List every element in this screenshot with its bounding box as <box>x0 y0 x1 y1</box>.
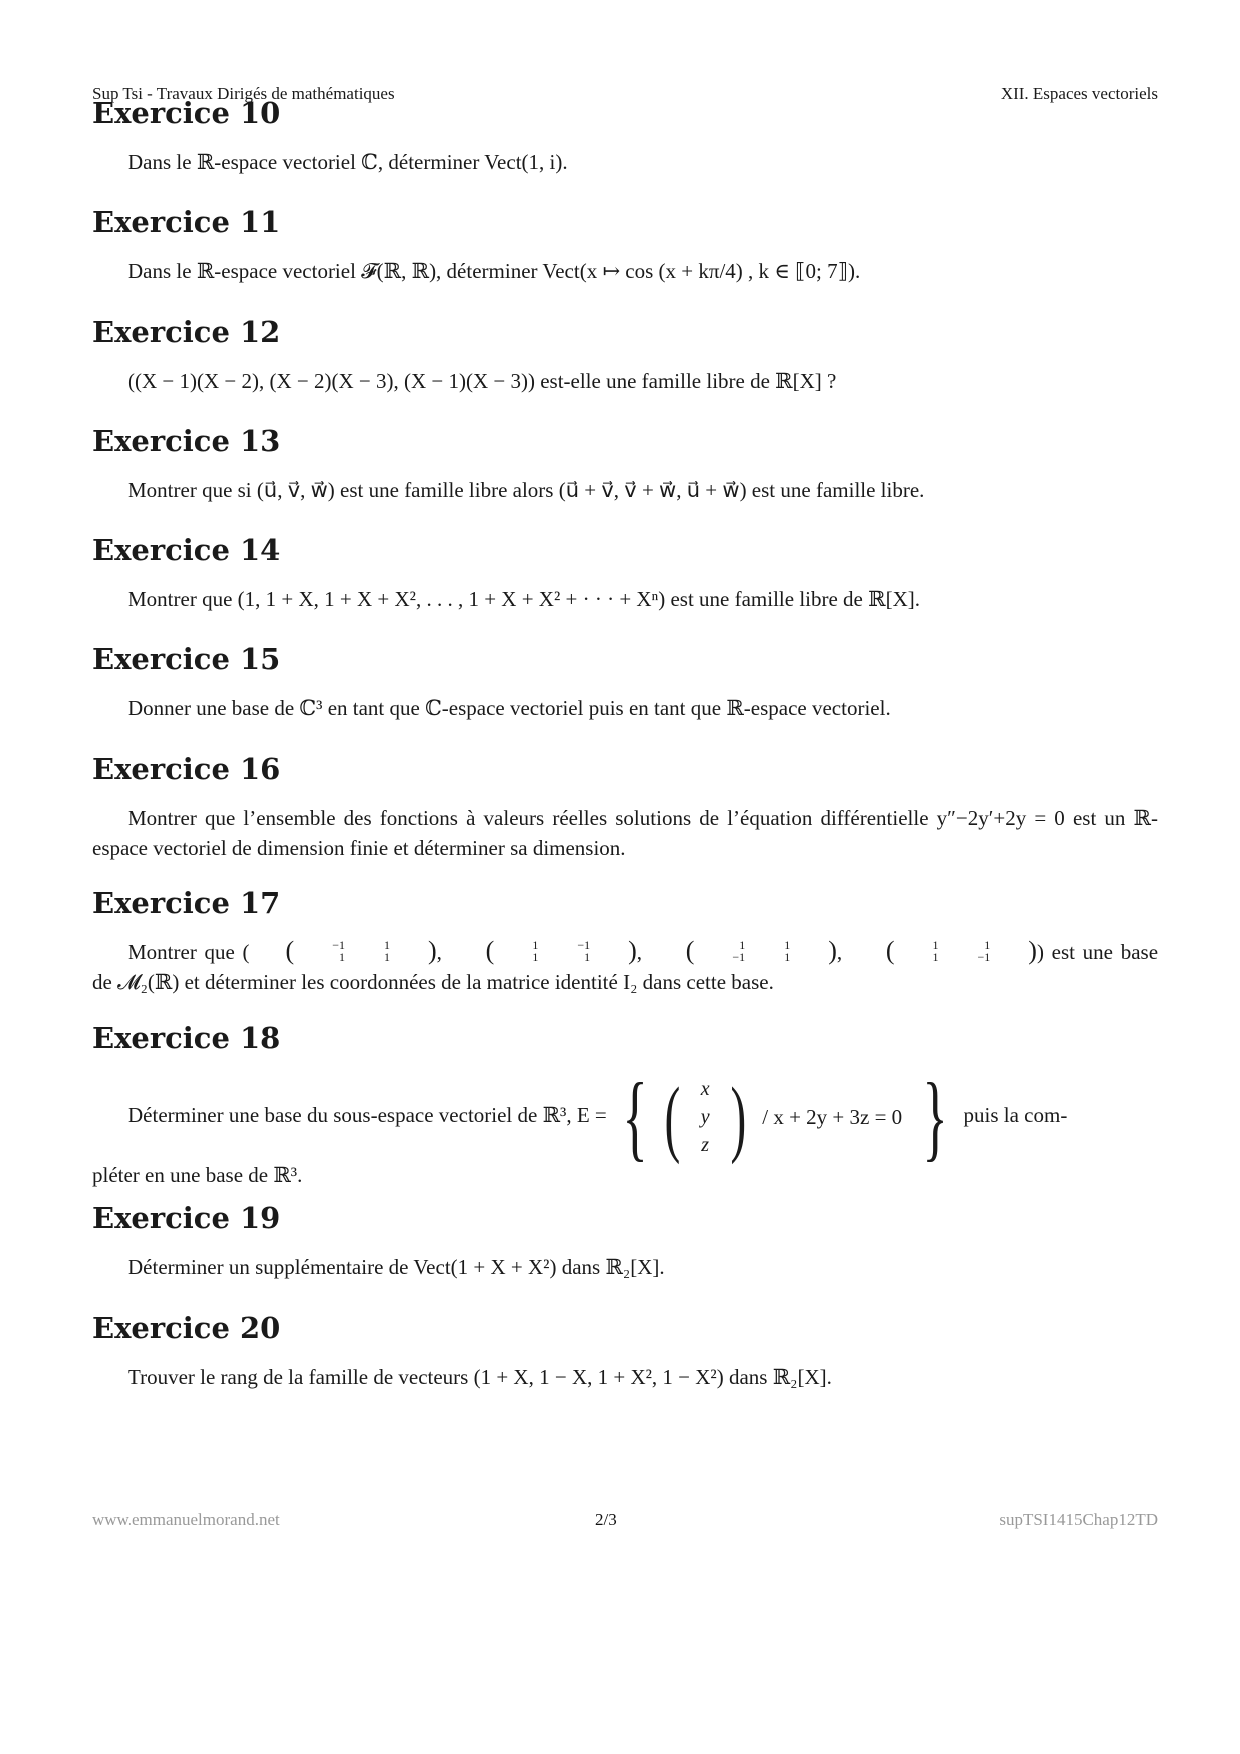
exercise-text: Donner une base de ℂ³ en tant que ℂ-espace vectoriel puis en tant que ℝ-espace vectoriel. <box>128 696 891 720</box>
exercise-title: Exercice 19 <box>92 1201 281 1235</box>
exercise-14 <box>92 532 1158 614</box>
exercise-12 <box>92 314 1158 396</box>
exercise-text: Montrer que l’ensemble des fonctions à valeurs réelles solutions de l’équation différentielle y″−2y′+2y = 0 est un ℝ-espace vectoriel de dimension finie et déterminer sa dimension. <box>92 806 1158 860</box>
exercise-text: Dans le ℝ-espace vectoriel ℂ, déterminer Vect(1, i). <box>128 150 568 174</box>
exercise-20 <box>92 1310 1158 1392</box>
exercise-text: Déterminer un supplémentaire de Vect(1 + X + X²) dans ℝ₂[X]. <box>128 1255 665 1279</box>
matrix-3: ( 1 1 −1 1 ) <box>685 936 837 965</box>
text-after: puis la com- <box>963 1103 1068 1127</box>
exercise-text: ((X − 1)(X − 2), (X − 2)(X − 3), (X − 1)(X − 3)) est-elle une famille libre de ℝ[X] ? <box>128 369 837 393</box>
exercise-text: Trouver le rang de la famille de vecteurs (1 + X, 1 − X, 1 + X², 1 − X²) dans ℝ₂[X]. <box>128 1365 832 1389</box>
text-before: Déterminer une base du sous-espace vectoriel de ℝ³, E = <box>128 1103 607 1127</box>
exercise-title: Exercice 11 <box>92 205 281 239</box>
footer-doc-id: supTSI1415Chap12TD <box>999 1510 1158 1529</box>
matrix-4: ( 1 1 1 −1 ) <box>885 936 1037 965</box>
exercise-18 <box>92 1020 1158 1190</box>
matrix-2: ( 1 −1 1 1 ) <box>485 936 637 965</box>
exercise-title: Exercice 14 <box>92 533 281 567</box>
exercise-title: Exercice 18 <box>92 1021 281 1055</box>
exercise-text: Montrer que (1, 1 + X, 1 + X + X², . . . , 1 + X + X² + · · · + Xⁿ) est une famille libre de ℝ[X]. <box>128 587 920 611</box>
exercise-title: Exercice 16 <box>92 752 281 786</box>
exercise-text <box>92 1060 1158 1172</box>
exercise-title: Exercice 17 <box>92 886 281 920</box>
page-number: 2/3 <box>595 1510 617 1529</box>
header-left: Sup Tsi - Travaux Dirigés de mathématiques <box>92 84 395 103</box>
exercise-13 <box>92 423 1158 505</box>
exercise-text: Montrer que ( ( −1 1 1 1 ) , ( 1 −1 1 1 ) , ( 1 1 −1 1 ) , ( 1 1 1 −1 ) ) est une base de 𝓜₂(ℝ) et déterminer les coordonnées de la matrice identité I₂ dans cette base. <box>92 936 1159 994</box>
footer-website[interactable]: www.emmanuelmorand.net <box>92 1510 280 1529</box>
exercise-title: Exercice 20 <box>92 1311 281 1345</box>
exercise-10 <box>92 95 1158 177</box>
text-before: Montrer que ( <box>128 940 250 964</box>
exercise-title: Exercice 15 <box>92 642 281 676</box>
exercise-title: Exercice 13 <box>92 424 281 458</box>
set-definition: { ( x y z ) / x + 2y + 3z = 0 } <box>622 1063 948 1171</box>
exercise-16 <box>92 751 1158 863</box>
header-right: XII. Espaces vectoriels <box>1000 84 1158 103</box>
exercise-title: Exercice 12 <box>92 315 281 349</box>
exercise-text-line2: pléter en une base de ℝ³. <box>92 1163 303 1188</box>
exercise-15 <box>92 641 1158 723</box>
exercise-17 <box>92 885 1158 997</box>
exercise-title: Exercice 10 <box>92 96 281 130</box>
exercise-11 <box>92 204 1158 286</box>
matrix-1: ( −1 1 1 1 ) <box>285 936 437 965</box>
exercise-text: Dans le ℝ-espace vectoriel 𝓕(ℝ, ℝ), déterminer Vect(x ↦ cos (x + kπ/4) , k ∈ ⟦0; 7⟧). <box>128 259 861 283</box>
text-after: ) est une base de 𝓜₂(ℝ) et déterminer les coordonnées de la matrice identité I₂ dans cette base. <box>92 940 1159 994</box>
exercise-19 <box>92 1200 1158 1282</box>
exercise-text: Montrer que si (u⃗, v⃗, w⃗) est une famille libre alors (u⃗ + v⃗, v⃗ + w⃗, u⃗ + w⃗) est une famille libre. <box>128 478 925 502</box>
